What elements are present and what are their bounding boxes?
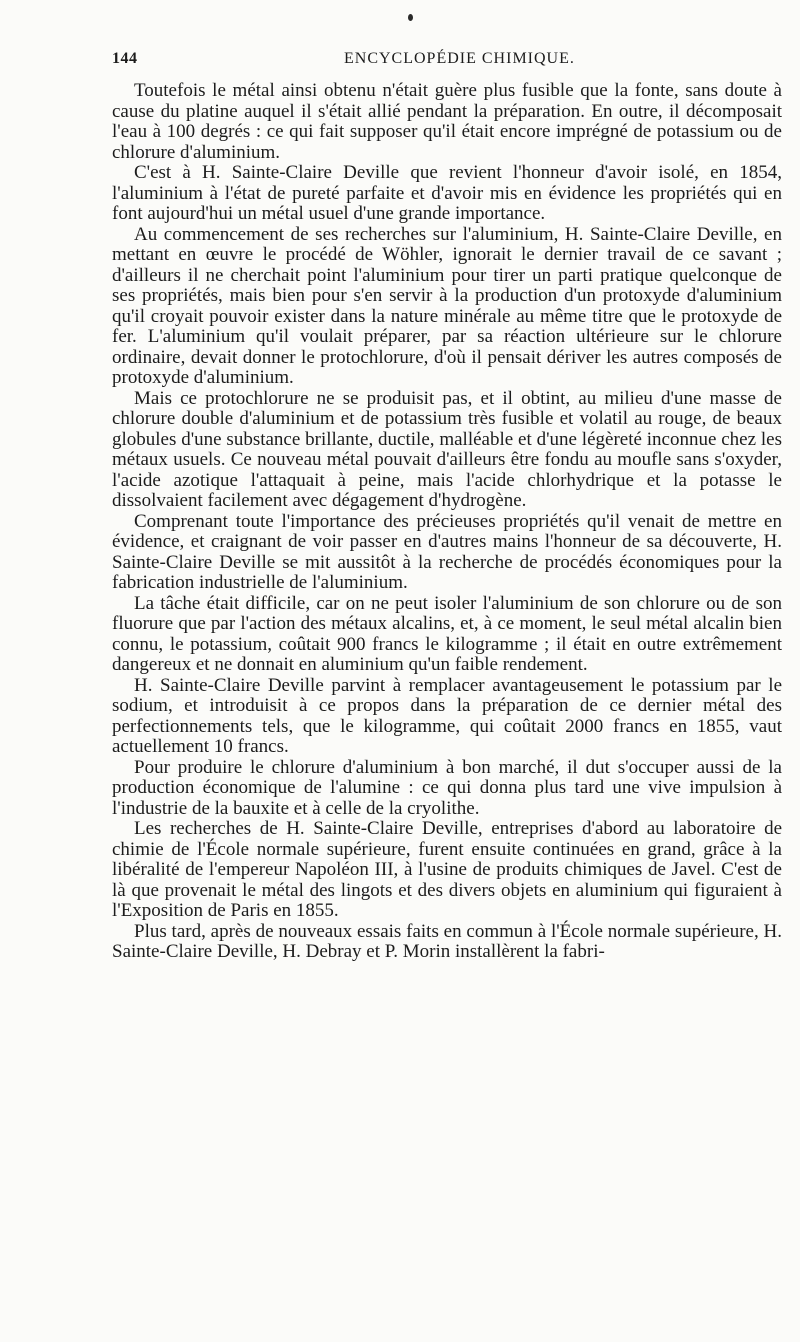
paragraph: Comprenant toute l'importance des précieuses propriétés qu'il venait de mettre en évidence, et craignant de voir passer en d'autres mains l'honneur de sa découverte, H. Sainte-Claire Deville se mit aussitôt à la recherche de procédés économiques pour la fabrication industrielle de l'aluminium. — [112, 510, 782, 593]
page-number: 144 — [112, 50, 138, 67]
body-text — [112, 81, 782, 963]
paragraph: Mais ce protochlorure ne se produisit pas, et il obtint, au milieu d'une masse de chlorure double d'aluminium et de potassium très fusible et volatil au rouge, de beaux globules d'une substance brillante, ductile, malléable et d'une légèreté inconnue chez les métaux usuels. Ce nouveau métal pouvait d'ailleurs être fondu au moufle sans s'oxyder, l'acide azotique l'attaquait à peine, mais l'acide chlorhydrique et la potasse le dissolvaient facilement avec dégagement d'hydrogène. — [112, 387, 782, 511]
paragraph: Toutefois le métal ainsi obtenu n'était guère plus fusible que la fonte, sans doute à cause du platine auquel il s'était allié pendant la préparation. En outre, il décomposait l'eau à 100 degrés : ce qui fait supposer qu'il était encore imprégné de potassium ou de chlorure d'aluminium. — [112, 80, 782, 163]
page-header — [112, 50, 782, 74]
running-head: ENCYCLOPÉDIE CHIMIQUE. — [344, 50, 575, 67]
paragraph: Plus tard, après de nouveaux essais faits en commun à l'École normale supérieure, H. Sainte-Claire Deville, H. Debray et P. Morin installèrent la fabri- — [112, 920, 782, 962]
paragraph: Les recherches de H. Sainte-Claire Deville, entreprises d'abord au laboratoire de chimie de l'École normale supérieure, furent ensuite continuées en grand, grâce à la libéralité de l'empereur Napoléon III, à l'usine de produits chimiques de Javel. C'est de là que provenait le métal des lingots et des divers objets en aluminium qui figuraient à l'Exposition de Paris en 1855. — [112, 818, 782, 921]
paragraph: H. Sainte-Claire Deville parvint à remplacer avantageusement le potassium par le sodium, et introduisit à ce propos dans la préparation de ce dernier métal des perfectionnements tels, que le kilogramme, qui coûtait 2000 francs en 1855, vaut actuellement 10 francs. — [112, 674, 782, 757]
paragraph: Au commencement de ses recherches sur l'aluminium, H. Sainte-Claire Deville, en mettant en œuvre le procédé de Wöhler, ignorait le dernier travail de ce savant ; d'ailleurs il ne cherchait point l'aluminium pour tirer un parti pratique quelconque de ses propriétés, mais bien pour s'en servir à la production d'un protoxyde d'aluminium qu'il croyait pouvoir exister dans la nature minérale au même titre que le protoxyde de fer. L'aluminium qu'il voulait préparer, par sa réaction ultérieure sur le chlorure ordinaire, devait donner le protochlorure, d'où il pensait dériver les autres composés de protoxyde d'aluminium. — [112, 223, 782, 388]
paragraph: C'est à H. Sainte-Claire Deville que revient l'honneur d'avoir isolé, en 1854, l'aluminium à l'état de pureté parfaite et d'avoir mis en évidence les propriétés qui en font aujourd'hui un métal usuel d'une grande importance. — [112, 162, 782, 224]
ink-dot — [408, 14, 413, 21]
paragraph: La tâche était difficile, car on ne peut isoler l'aluminium de son chlorure ou de son fluorure que par l'action des métaux alcalins, et, à ce moment, le seul métal alcalin bien connu, le potassium, coûtait 900 francs le kilogramme ; il était en outre extrêmement dangereux et ne donnait en aluminium qu'un faible rendement. — [112, 592, 782, 675]
paragraph: Pour produire le chlorure d'aluminium à bon marché, il dut s'occuper aussi de la production économique de l'alumine : ce qui donna plus tard une vive impulsion à l'industrie de la bauxite et à celle de la cryolithe. — [112, 756, 782, 819]
